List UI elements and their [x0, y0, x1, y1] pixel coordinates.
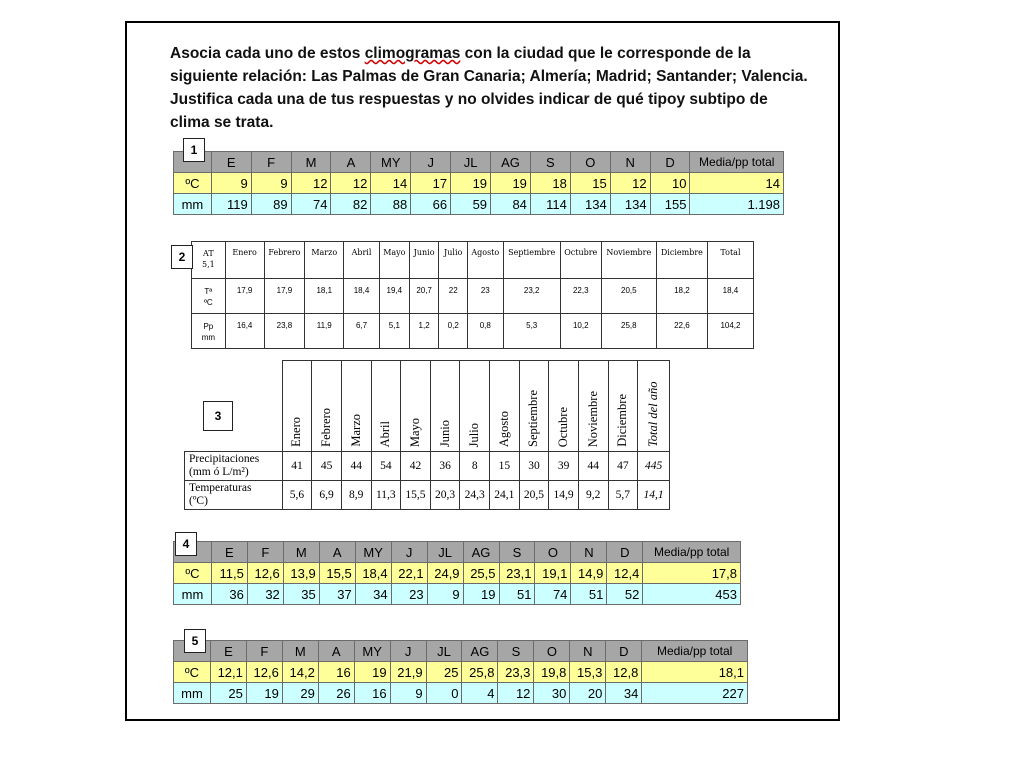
temperature-value: 19 — [354, 662, 390, 683]
column-header: O — [534, 641, 570, 662]
precipitation-value: 35 — [283, 584, 319, 605]
column-header: F — [246, 641, 282, 662]
column-header: Media/pp total — [690, 152, 784, 173]
table-5-number: 5 — [184, 629, 206, 653]
temperature-value: 18,4 — [355, 563, 391, 584]
temperature-value: 23,2 — [503, 279, 560, 314]
row-label: ºC — [174, 662, 211, 683]
column-header: Agosto — [490, 361, 520, 452]
precipitation-value: 5,3 — [503, 314, 560, 349]
temperature-value: 14 — [371, 173, 411, 194]
climate-table-1 — [173, 151, 784, 215]
temperature-value: 24,1 — [490, 481, 520, 510]
precipitation-value: 19 — [463, 584, 499, 605]
precipitation-value: 16 — [354, 683, 390, 704]
temperature-value: 18,1 — [305, 279, 344, 314]
row-label: Pp mm — [192, 314, 226, 349]
column-header: Julio — [439, 242, 468, 279]
temperature-value: 19 — [451, 173, 491, 194]
precipitation-value: 4 — [462, 683, 498, 704]
precipitation-value: 41 — [282, 452, 312, 481]
precipitation-value: 6,7 — [344, 314, 380, 349]
precipitation-value: 0,8 — [468, 314, 504, 349]
precipitation-value: 1.198 — [690, 194, 784, 215]
climate-table-2 — [191, 241, 754, 349]
column-header: AG — [491, 152, 531, 173]
temperature-value: 18,1 — [642, 662, 748, 683]
precipitation-value: 16,4 — [225, 314, 264, 349]
precipitation-value: 5,1 — [379, 314, 409, 349]
column-header: Enero — [282, 361, 312, 452]
temperature-value: 20,3 — [430, 481, 460, 510]
temperature-row — [174, 662, 748, 683]
temperature-value: 15,5 — [401, 481, 431, 510]
column-header: JL — [427, 542, 463, 563]
temperature-value: 19,8 — [534, 662, 570, 683]
column-header: Mayo — [379, 242, 409, 279]
temperature-value: 6,9 — [312, 481, 342, 510]
column-header: A — [331, 152, 371, 173]
precipitation-value: 44 — [578, 452, 608, 481]
column-header: MY — [371, 152, 411, 173]
precipitation-value: 114 — [530, 194, 570, 215]
precipitation-value: 51 — [571, 584, 607, 605]
temperature-value: 21,9 — [390, 662, 426, 683]
temperature-value: 8,9 — [341, 481, 371, 510]
temperature-value: 12,6 — [247, 563, 283, 584]
table-1-number: 1 — [183, 138, 205, 162]
temperature-value: 25 — [426, 662, 462, 683]
table-4-number: 4 — [175, 532, 197, 556]
precipitation-value: 25,8 — [601, 314, 656, 349]
column-header: MY — [354, 641, 390, 662]
column-header: JL — [426, 641, 462, 662]
temperature-value: 14,9 — [549, 481, 579, 510]
climate-table-4 — [173, 541, 741, 605]
temperature-value: 12 — [610, 173, 650, 194]
temperature-value: 20,5 — [601, 279, 656, 314]
column-header: Noviembre — [601, 242, 656, 279]
spellcheck-word: climogramas — [364, 45, 461, 62]
temperature-value: 12,6 — [246, 662, 282, 683]
column-header: S — [530, 152, 570, 173]
column-header: Octubre — [560, 242, 601, 279]
corner-cell: AT 5,1 — [192, 242, 226, 279]
row-label: Precipitaciones (mm ó L/m²) — [185, 452, 283, 481]
column-header: O — [570, 152, 610, 173]
column-header: Enero — [225, 242, 264, 279]
row-label: mm — [174, 683, 211, 704]
precipitation-value: 1,2 — [409, 314, 439, 349]
column-header: N — [571, 542, 607, 563]
temperature-value: 19 — [491, 173, 531, 194]
row-label: Temperaturas (ºC) — [185, 481, 283, 510]
precipitation-value: 44 — [341, 452, 371, 481]
column-header: A — [318, 641, 354, 662]
temperature-value: 13,9 — [283, 563, 319, 584]
column-header: Octubre — [549, 361, 579, 452]
temperature-value: 19,1 — [535, 563, 571, 584]
precipitation-value: 119 — [211, 194, 251, 215]
temperature-row — [174, 563, 741, 584]
row-label: ºC — [174, 563, 212, 584]
precipitation-value: 23 — [391, 584, 427, 605]
precipitation-row — [185, 452, 670, 481]
temperature-value: 23,3 — [498, 662, 534, 683]
precipitation-value: 10,2 — [560, 314, 601, 349]
table-header-row — [174, 641, 748, 662]
table-header-row — [185, 361, 670, 452]
precipitation-value: 9 — [427, 584, 463, 605]
column-header: Total del año — [638, 361, 670, 452]
column-header: M — [283, 542, 319, 563]
column-header: D — [607, 542, 643, 563]
table-header-row — [174, 152, 784, 173]
temperature-value: 22 — [439, 279, 468, 314]
temperature-value: 19,4 — [379, 279, 409, 314]
row-label: ºC — [174, 173, 212, 194]
temperature-value: 14,9 — [571, 563, 607, 584]
precipitation-value: 23,8 — [264, 314, 305, 349]
precipitation-value: 88 — [371, 194, 411, 215]
temperature-value: 20,7 — [409, 279, 439, 314]
temperature-row — [174, 173, 784, 194]
precipitation-value: 47 — [608, 452, 638, 481]
temperature-value: 17,9 — [225, 279, 264, 314]
column-header: J — [390, 641, 426, 662]
column-header: Abril — [344, 242, 380, 279]
temperature-value: 25,8 — [462, 662, 498, 683]
precipitation-value: 34 — [355, 584, 391, 605]
column-header: Media/pp total — [643, 542, 741, 563]
column-header: AG — [463, 542, 499, 563]
precipitation-value: 42 — [401, 452, 431, 481]
column-header: E — [211, 152, 251, 173]
precipitation-value: 74 — [535, 584, 571, 605]
precipitation-value: 30 — [534, 683, 570, 704]
column-header: E — [211, 542, 247, 563]
table-header-row — [192, 242, 754, 279]
temperature-value: 10 — [650, 173, 690, 194]
temperature-value: 14,2 — [282, 662, 318, 683]
precipitation-value: 104,2 — [707, 314, 753, 349]
temperature-value: 18 — [530, 173, 570, 194]
temperature-value: 15,3 — [570, 662, 606, 683]
temperature-value: 12 — [331, 173, 371, 194]
precipitation-value: 445 — [638, 452, 670, 481]
temperature-value: 25,5 — [463, 563, 499, 584]
precipitation-value: 155 — [650, 194, 690, 215]
temperature-value: 12,1 — [210, 662, 246, 683]
precipitation-row — [174, 194, 784, 215]
precipitation-value: 20 — [570, 683, 606, 704]
temperature-value: 22,1 — [391, 563, 427, 584]
precipitation-value: 45 — [312, 452, 342, 481]
row-label: mm — [174, 194, 212, 215]
column-header: JL — [451, 152, 491, 173]
precipitation-value: 9 — [390, 683, 426, 704]
precipitation-value: 11,9 — [305, 314, 344, 349]
temperature-value: 5,7 — [608, 481, 638, 510]
temperature-value: 17,9 — [264, 279, 305, 314]
temperature-value: 14 — [690, 173, 784, 194]
precipitation-value: 39 — [549, 452, 579, 481]
table-3-number: 3 — [203, 401, 233, 431]
precipitation-value: 66 — [411, 194, 451, 215]
temperature-row — [185, 481, 670, 510]
column-header: Abril — [371, 361, 401, 452]
column-header: AG — [462, 641, 498, 662]
column-header: Junio — [409, 242, 439, 279]
column-header: MY — [355, 542, 391, 563]
precipitation-value: 25 — [210, 683, 246, 704]
temperature-value: 24,9 — [427, 563, 463, 584]
table-header-row — [174, 542, 741, 563]
precipitation-value: 134 — [610, 194, 650, 215]
precipitation-value: 84 — [491, 194, 531, 215]
column-header: N — [610, 152, 650, 173]
table-2-number: 2 — [171, 245, 193, 269]
column-header: A — [319, 542, 355, 563]
precipitation-value: 36 — [430, 452, 460, 481]
precipitation-value: 34 — [606, 683, 642, 704]
precipitation-value: 89 — [251, 194, 291, 215]
precipitation-value: 0,2 — [439, 314, 468, 349]
column-header: N — [570, 641, 606, 662]
precipitation-value: 52 — [607, 584, 643, 605]
precipitation-value: 51 — [499, 584, 535, 605]
precipitation-value: 74 — [291, 194, 331, 215]
temperature-value: 23,1 — [499, 563, 535, 584]
column-header: J — [411, 152, 451, 173]
precipitation-value: 59 — [451, 194, 491, 215]
precipitation-value: 32 — [247, 584, 283, 605]
column-header: Diciembre — [656, 242, 707, 279]
precipitation-value: 227 — [642, 683, 748, 704]
column-header: Diciembre — [608, 361, 638, 452]
temperature-value: 20,5 — [519, 481, 549, 510]
column-header: J — [391, 542, 427, 563]
column-header: F — [251, 152, 291, 173]
precipitation-value: 82 — [331, 194, 371, 215]
temperature-value: 17 — [411, 173, 451, 194]
column-header: Marzo — [341, 361, 371, 452]
climate-table-5 — [173, 640, 748, 704]
precipitation-value: 30 — [519, 452, 549, 481]
temperature-value: 12 — [291, 173, 331, 194]
temperature-value: 22,3 — [560, 279, 601, 314]
precipitation-value: 15 — [490, 452, 520, 481]
precipitation-value: 22,6 — [656, 314, 707, 349]
temperature-value: 14,1 — [638, 481, 670, 510]
precipitation-row — [174, 584, 741, 605]
temperature-value: 18,4 — [344, 279, 380, 314]
precipitation-value: 29 — [282, 683, 318, 704]
row-label: Tª ºC — [192, 279, 226, 314]
temperature-value: 9,2 — [578, 481, 608, 510]
temperature-value: 18,4 — [707, 279, 753, 314]
precipitation-value: 36 — [211, 584, 247, 605]
column-header: Agosto — [468, 242, 504, 279]
instruction-text: Asocia cada uno de estos climogramas con la ciudad que le corresponde de la siguiente relación: Las Palmas de Gran Canaria; Almería; Madrid; Santander; Valencia. Justifica cada una de tus respuestas y no olvides indicar de qué tipoy subtipo de clima se trata. — [170, 45, 808, 131]
column-header: Media/pp total — [642, 641, 748, 662]
precipitation-value: 54 — [371, 452, 401, 481]
column-header: Marzo — [305, 242, 344, 279]
temperature-value: 15 — [570, 173, 610, 194]
column-header: Febrero — [312, 361, 342, 452]
column-header: S — [499, 542, 535, 563]
column-header: M — [282, 641, 318, 662]
column-header: Total — [707, 242, 753, 279]
column-header: Julio — [460, 361, 490, 452]
precipitation-value: 8 — [460, 452, 490, 481]
column-header: S — [498, 641, 534, 662]
temperature-row — [192, 279, 754, 314]
temperature-value: 5,6 — [282, 481, 312, 510]
precipitation-value: 12 — [498, 683, 534, 704]
precipitation-value: 0 — [426, 683, 462, 704]
temperature-value: 15,5 — [319, 563, 355, 584]
climate-table-3 — [184, 360, 670, 510]
column-header: Junio — [430, 361, 460, 452]
temperature-value: 16 — [318, 662, 354, 683]
temperature-value: 9 — [211, 173, 251, 194]
row-label: mm — [174, 584, 212, 605]
column-header: E — [210, 641, 246, 662]
precipitation-value: 26 — [318, 683, 354, 704]
precipitation-value: 134 — [570, 194, 610, 215]
temperature-value: 23 — [468, 279, 504, 314]
temperature-value: 11,3 — [371, 481, 401, 510]
column-header: F — [247, 542, 283, 563]
column-header: Febrero — [264, 242, 305, 279]
temperature-value: 24,3 — [460, 481, 490, 510]
temperature-value: 11,5 — [211, 563, 247, 584]
precipitation-value: 453 — [643, 584, 741, 605]
column-header: Septiembre — [519, 361, 549, 452]
column-header: O — [535, 542, 571, 563]
column-header: Mayo — [401, 361, 431, 452]
column-header: Septiembre — [503, 242, 560, 279]
temperature-value: 18,2 — [656, 279, 707, 314]
temperature-value: 12,8 — [606, 662, 642, 683]
temperature-value: 17,8 — [643, 563, 741, 584]
precipitation-value: 37 — [319, 584, 355, 605]
column-header: Noviembre — [578, 361, 608, 452]
temperature-value: 9 — [251, 173, 291, 194]
column-header: D — [606, 641, 642, 662]
column-header: D — [650, 152, 690, 173]
precipitation-row — [174, 683, 748, 704]
temperature-value: 12,4 — [607, 563, 643, 584]
column-header: M — [291, 152, 331, 173]
precipitation-value: 19 — [246, 683, 282, 704]
precipitation-row — [192, 314, 754, 349]
